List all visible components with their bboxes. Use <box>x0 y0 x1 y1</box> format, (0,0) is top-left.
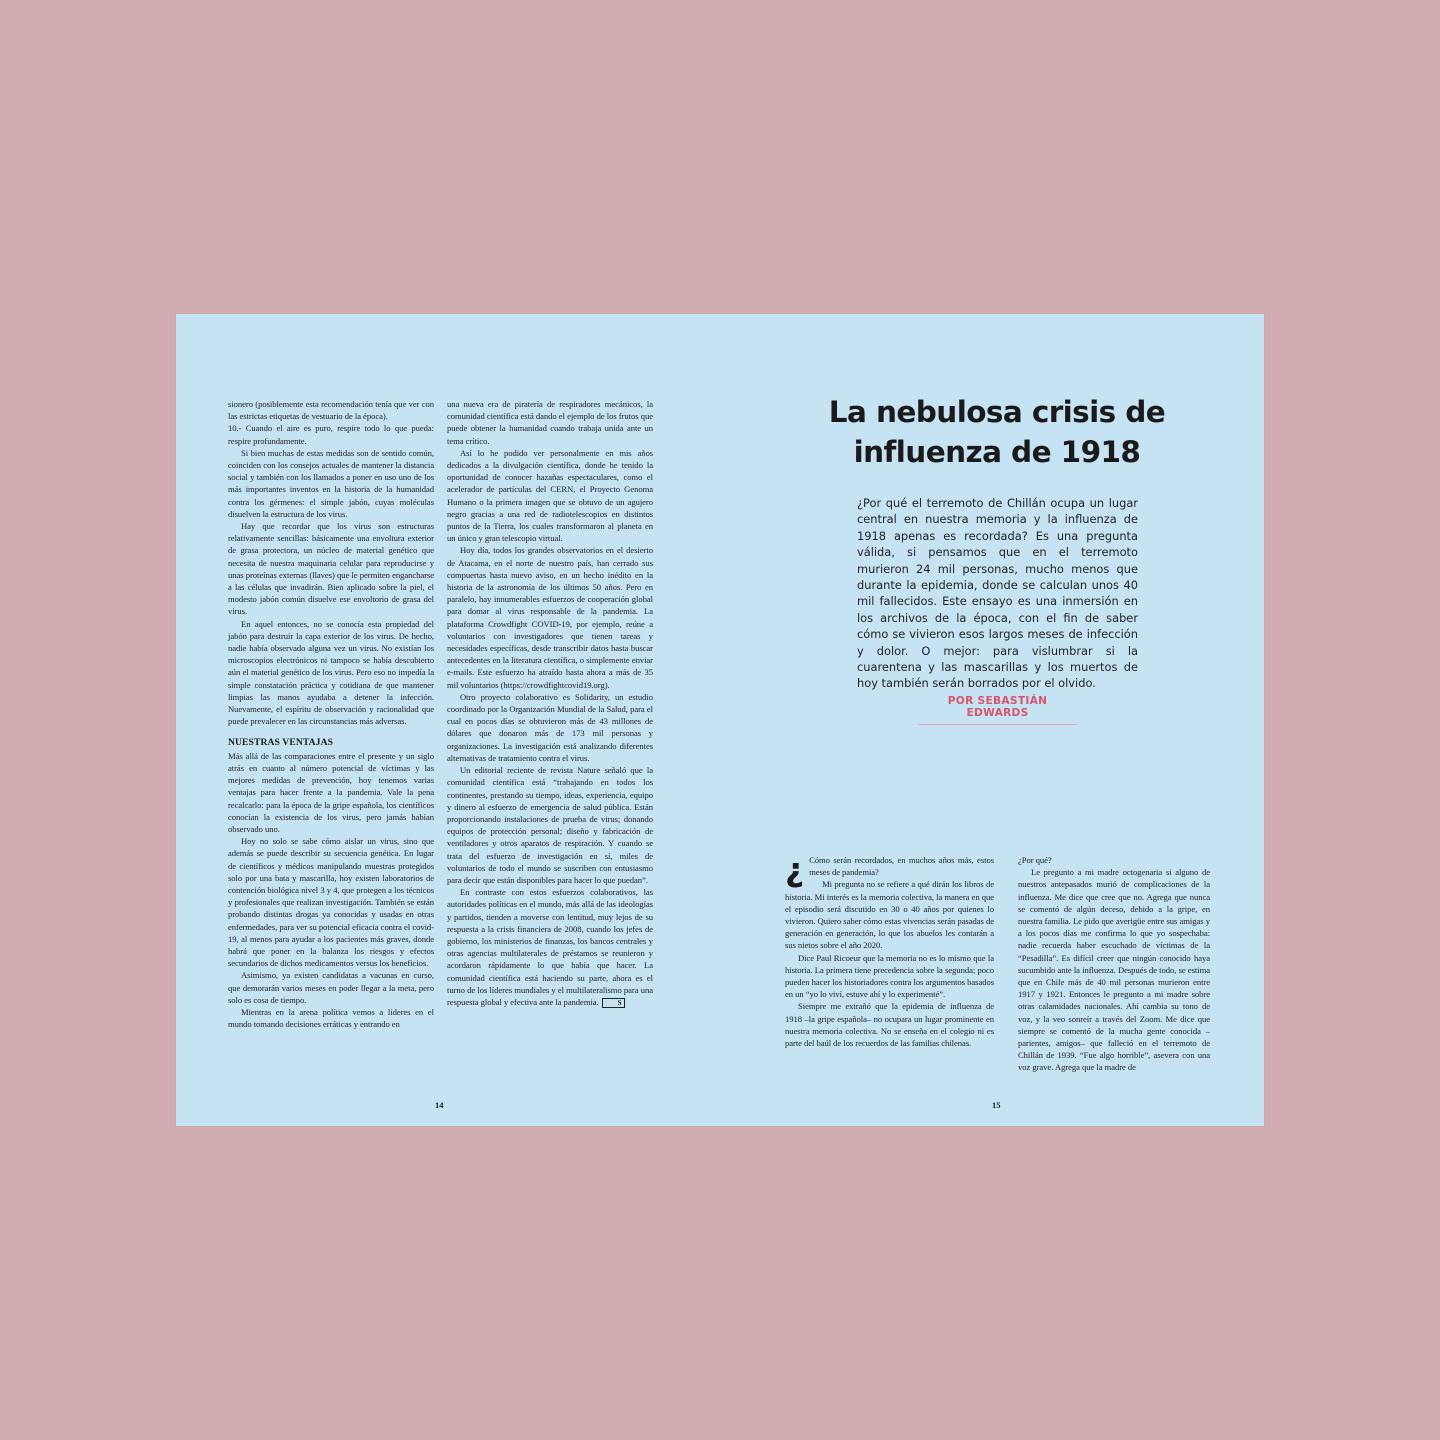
drop-cap: ¿ <box>785 850 805 889</box>
paragraph: Hoy no solo se sabe cómo aislar un virus, sino que además se puede describir su secuencia genética. En lugar de científicos y médicos manipulando muestras protegidos solo por una bata y mascarilla, hoy existen laboratorios de contención biológica nivel 3 y 4, que protegen a los técnicos y profesionales que realizan investigación. También se están probando distintas drogas ya conocidas y usadas en otras enfermedades, para ver su potencial eficacia contra el covid-19, al menos para ayudar a los pacientes más graves, donde habrá que poner en la balanza los riesgos y efectos secundarios de dichos medicamentos versus los beneficios. <box>228 836 434 969</box>
page15-column-1 <box>785 850 994 1049</box>
paragraph: Dice Paul Ricoeur que la memoria no es lo mismo que la historia. La primera tiene precedencia sobre la segunda; poco pueden hacer los historiadores contra los argumentos basados en un “yo lo viví, estuve ahí y lo experimenté”. <box>785 952 994 1000</box>
paragraph: una nueva era de piratería de respiradores mecánicos, la comunidad científica está dando el ejemplo de los frutos que puede obtener la humanidad cuando trabaja unida ante un tema crítico. <box>447 399 653 446</box>
page15-column-2 <box>1018 854 1210 1074</box>
paragraph: Asimismo, ya existen candidatas a vacunas en curso, que demorarán varios meses en poder llegar a la meta, pero solo es cosa de tiempo. <box>228 970 434 1005</box>
article-byline: POR SEBASTIÁN EDWARDS <box>918 695 1077 725</box>
paragraph: sionero (posiblemente esta recomendación tenía que ver con las estrictas etiquetas de vestuario de la época). <box>228 399 434 422</box>
paragraph: 10.- Cuando el aire es puro, respire todo lo que pueda: respire profundamente. <box>228 423 434 446</box>
paragraph: Así lo he podido ver personalmente en mis años dedicados a la divulgación científica, donde he tenido la oportunidad de conocer hazañas espectaculares, como el acelerador de partículas del CERN, el Proyecto Genoma Humano o la primera imagen que se obtuvo de un agujero negro gracias a una red de radiotelescopios en distintos puntos de la Tierra, los cuales transformaron al planeta en un único y gran telescopio virtual. <box>447 447 653 544</box>
paragraph: Siempre me extrañó que la epidemia de influenza de 1918 –la gripe española– no ocupara un lugar prominente en nuestra memoria colectiva. No se enseña en el colegio ni es parte del baúl de los recuerdos de las familias chilenas. <box>785 1001 994 1049</box>
section-heading: NUESTRAS VENTAJAS <box>228 737 334 749</box>
paragraph: Un editorial reciente de revista Nature señaló que la comunidad científica está “trabajando en todos los continentes, prestando su tiempo, ideas, experiencia, equipo y dinero al esfuerzo de emergencia de salud pública. Están proporcionando instalaciones de prueba de virus; donando equipos de protección personal; diseño y fabricación de ventiladores y otros aparatos de respiración. Y cuando se trata del esfuerzo de investigación en sí, miles de voluntarios de todo el mundo se suscriben con entusiasmo para decir que están disponibles para hacer lo que puedan”. <box>447 765 653 885</box>
page14-column-2 <box>447 398 653 1008</box>
paragraph <box>785 850 994 889</box>
paragraph: Más allá de las comparaciones entre el presente y un siglo atrás en cuanto al número potencial de víctimas y las mejores medidas de prevención, hoy tenemos varias ventajas para hacer frente a la pandemia. Vale la pena recalcarlo: para la época de la gripe española, los científicos conocían la existencia de los virus, pero jamás habían observado uno. <box>228 750 434 834</box>
page-number-15: 15 <box>992 1100 1001 1110</box>
article-title: La nebulosa crisis de influenza de 1918 <box>828 395 1166 469</box>
page14-column-1 <box>228 398 434 1030</box>
paragraph-text: En contraste con estos esfuerzos colaborativos, las autoridades políticas en el mundo, más allá de las ideologías y partidos, tienden a moverse con lentitud, muy lejos de su respuesta a la crisis financiera de 2008, cuando los jefes de gobierno, los ministerios de finanzas, los bancos centrales y otras agencias multilaterales de préstamos se reunieron y acordaron rápidamente lo que había que hacer. La comunidad científica está haciendo su parte, ahora es el turno de los líderes mundiales y el multilateralismo para una respuesta global y efectiva ante la pandemia. <box>447 887 653 1007</box>
paragraph: Hay que recordar que los virus son estructuras relativamente sencillas: básicamente una envoltura exterior de grasa protectora, un núcleo de material genético que necesita de nuestra maquinaria celular para reproducirse y unas proteínas externas (llaves) que le permiten engancharse a las células que invadirán. Bien aplicado sobre la piel, el modesto jabón común disuelve ese envoltorio de grasa del virus. <box>228 521 434 617</box>
paragraph-text: Cómo serán recordados, en muchos años más, estos meses de pandemia? <box>809 855 994 878</box>
paragraph: ¿Por qué? <box>1018 855 1052 865</box>
paragraph <box>447 886 653 1008</box>
paragraph: Mi pregunta no se refiere a qué dirán los libros de historia. Mi interés es la memoria colectiva, la manera en que el episodio será discutido en 30 o 40 años por quienes lo vivieron. Quiero saber cómo estas vivencias serán pasadas de generación en generación, lo que los abuelos les contarán a sus nietos sobre el año 2020. <box>785 879 994 951</box>
page-number-14: 14 <box>435 1100 444 1110</box>
paragraph: Le pregunto a mi madre octogenaria si alguno de nuestros antepasados murió de complicaciones de la influenza. Me dice que cree que no. Agrega que nunca se comentó de algún deceso, debido a la gripe, en nuestra familia. Le pido que averigüe entre sus amigas y a los pocos días me confirma lo que yo sospechaba: nadie recuerda haber escuchado de víctimas de la “Pesadilla”. Es difícil creer que ningún conocido haya sucumbido ante la influenza. Después de todo, se estima que en Chile más de 40 mil personas murieron entre 1917 y 1921. Entonces le pregunto a mi madre sobre otras calamidades nacionales. Ahí cambia su tono de voz, y la veo sonreír a través del Zoom. Me dice que siempre se comentó de la mucha gente conocida –parientes, amigos– que falleció en el terremoto de Chillán de 1939. “Fue algo horrible”, asevera con una voz grave. Agrega que la madre de <box>1018 867 1210 1073</box>
article-lead: ¿Por qué el terremoto de Chillán ocupa un lugar central en nuestra memoria y la influenza de 1918 apenas es recordada? Es una pregunta válida, si pensamos que en el terremoto murieron 24 mil personas, mucho menos que durante la epidemia, donde se calculan unos 40 mil fallecidos. Este ensayo es una inmersión en los archivos de la época, con el fin de saber cómo se vivieron esos largos meses de infección y dolor. O mejor: para vislumbrar si la cuarentena y las mascarillas y los muertos de hoy también serán borrados por el olvido. <box>857 496 1138 691</box>
paragraph: En aquel entonces, no se conocía esta propiedad del jabón para destruir la capa exterior de los virus. De hecho, nadie había observado alguna vez un virus. No existían los microscopios electrónicos ni tampoco se había descubierto aún el material genético de los virus. Pero eso no impedía la simple constatación práctica y cotidiana de que mantener limpias las manos ayudaba a detener la infección. Nuevamente, el espíritu de observación y racionalidad que puede prevalecer en las circunstancias más adversas. <box>228 618 434 727</box>
end-mark-icon: S <box>602 998 625 1008</box>
magazine-spread <box>176 314 1264 1126</box>
paragraph: Otro proyecto colaborativo es Solidarity, un estudio coordinado por la Organización Mundial de la Salud, para el cual en pocos días se obtuvieron más de 43 millones de dólares que donaron más de 173 mil personas y organizaciones. La investigación está analizando diferentes alternativas de tratamiento contra el virus. <box>447 691 653 763</box>
paragraph: Si bien muchas de estas medidas son de sentido común, coinciden con los consejos actuales de mantener la distancia social y también con los llamados a poner en uso uno de los más importantes inventos en la historia de la humanidad contra los gérmenes: el simple jabón, cuyas moléculas disuelven la estructura de los virus. <box>228 447 434 519</box>
paragraph: Mientras en la arena política vemos a líderes en el mundo tomando decisiones erráticas y entrando en <box>228 1006 434 1030</box>
paragraph: Hoy día, todos los grandes observatorios en el desierto de Atacama, en el norte de nuestro país, han cerrado sus compuertas hasta nuevo aviso, en un hecho inédito en la historia de la astronomía de los últimos 50 años. Pero en paralelo, hay innumerables esfuerzos de cooperación global para domar al virus responsable de la pandemia. La plataforma Crowdfight COVID-19, por ejemplo, reúne a voluntarios con investigadores que tienen tareas y necesidades específicas, desde transcribir datos hasta buscar antecedentes en la literatura científica, o simplemente enviar e-mails. Este esfuerzo ha atraído hasta ahora a más de 35 mil voluntarios (https://crowdfightcovid19.org). <box>447 545 653 690</box>
